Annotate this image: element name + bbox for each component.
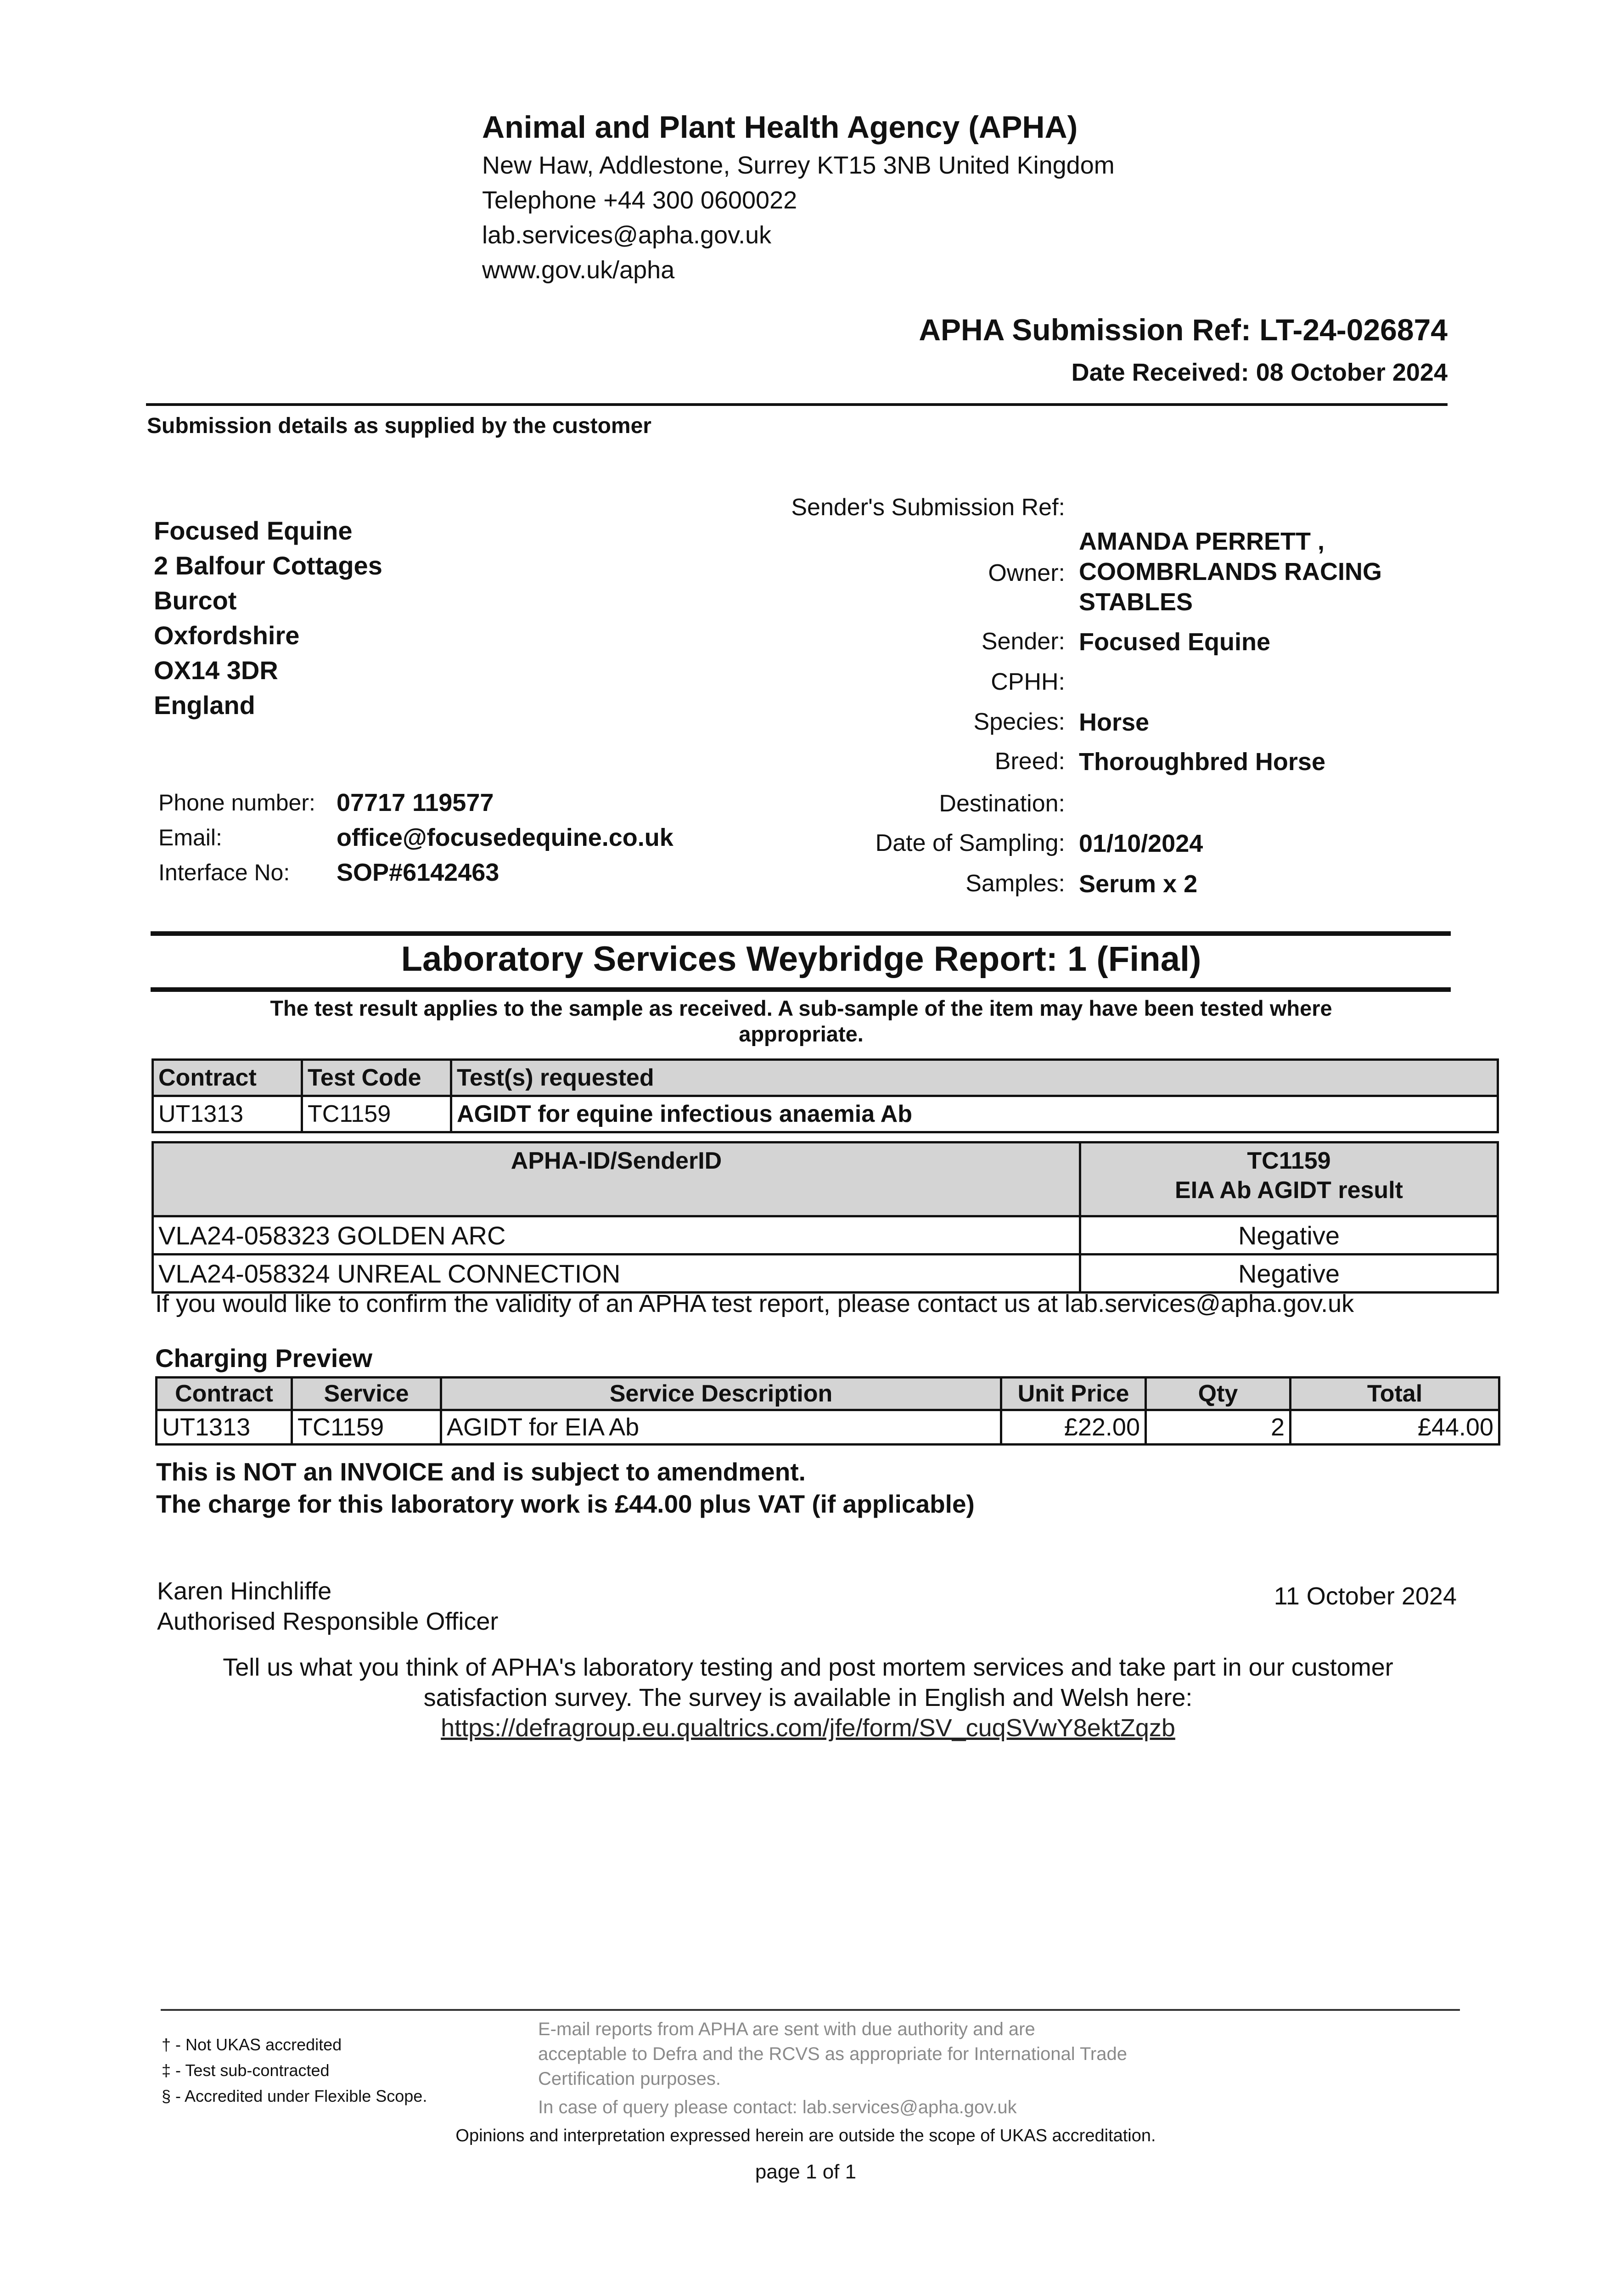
query-note: In case of query please contact: lab.services@apha.gov.uk [538,2097,1017,2117]
sample-id: VLA24-058324 UNREAL CONNECTION [153,1255,1080,1293]
report-title: Laboratory Services Weybridge Report: 1 (Final) [401,940,1201,979]
tests-cell-contract: UT1313 [153,1096,302,1132]
breed-label: Breed: [994,748,1065,775]
ukas-opinions-note: Opinions and interpretation expressed herein are outside the scope of UKAS accreditation. [455,2126,1156,2145]
owner-line: STABLES [1079,588,1193,616]
tests-row [153,1096,1498,1132]
results-row [153,1255,1498,1293]
charging-header: Unit Price [1001,1378,1146,1410]
sender-value: Focused Equine [1079,628,1271,656]
charging-header: Qty [1146,1378,1291,1410]
address-line: 2 Balfour Cottages [154,551,382,580]
charging-cell: AGIDT for EIA Ab [441,1410,1001,1445]
samples-label: Samples: [965,870,1065,897]
charging-heading: Charging Preview [155,1344,373,1373]
tests-header: Contract [153,1060,302,1096]
email-note-line: acceptable to Defra and the RCVS as appropriate for International Trade [538,2044,1127,2064]
officer-name: Karen Hinchliffe [157,1577,332,1605]
results-table [152,1141,1499,1294]
agency-address: New Haw, Addlestone, Surrey KT15 3NB United Kingdom [482,152,1115,179]
agency-website: www.gov.uk/apha [482,256,675,284]
address-line: England [154,691,255,720]
tests-header: Test(s) requested [451,1060,1498,1096]
legend-item: ‡ - Test sub-contracted [162,2061,330,2080]
tests-cell-description: AGIDT for equine infectious anaemia Ab [451,1096,1498,1132]
address-line: OX14 3DR [154,656,278,685]
applies-note [152,996,1451,1047]
email-note-line: E-mail reports from APHA are sent with due authority and are [538,2019,1035,2039]
address-line: Focused Equine [154,516,353,545]
report-rule-bottom [151,987,1451,992]
charging-cell: UT1313 [157,1410,292,1445]
charging-header: Service Description [441,1378,1001,1410]
tests-cell-code: TC1159 [302,1096,451,1132]
survey-note [152,1652,1465,1743]
charging-header: Total [1291,1378,1499,1410]
destination-label: Destination: [939,790,1065,817]
accreditation-legend [162,2032,427,2109]
applies-line: The test result applies to the sample as received. A sub-sample of the item may have been tested where [270,996,1332,1020]
result-header-name: EIA Ab AGIDT result [1175,1177,1403,1204]
results-header-row [153,1142,1498,1216]
owner-line: AMANDA PERRETT , [1079,528,1325,555]
interface-number: SOP#6142463 [337,859,500,886]
invoice-notice [156,1456,975,1520]
legend-item: § - Accredited under Flexible Scope. [162,2087,427,2105]
applies-line: appropriate. [739,1022,864,1046]
submission-ref: APHA Submission Ref: LT-24-026874 [919,313,1448,347]
email-label: Email: [158,825,222,850]
charging-row [157,1410,1499,1445]
submission-details-heading: Submission details as supplied by the customer [147,414,651,438]
legend-item: † - Not UKAS accredited [162,2035,342,2054]
charging-cell: £22.00 [1001,1410,1146,1445]
sender-label: Sender: [981,628,1065,655]
footer-divider [161,2009,1460,2011]
charging-cell: TC1159 [292,1410,441,1445]
customer-email: office@focusedequine.co.uk [337,824,673,851]
sampling-value: 01/10/2024 [1079,830,1203,857]
sampling-label: Date of Sampling: [875,830,1065,856]
header-divider [146,403,1448,406]
interface-label: Interface No: [158,860,290,885]
address-line: Oxfordshire [154,621,300,650]
owner-label: Owner: [988,560,1065,586]
address-line: Burcot [154,586,237,615]
agency-name: Animal and Plant Health Agency (APHA) [482,110,1078,145]
charging-header: Service [292,1378,441,1410]
email-note-line: Certification purposes. [538,2069,721,2089]
customer-contact [158,785,673,890]
survey-line: Tell us what you think of APHA's laboratory testing and post mortem services and take part in our customer [223,1654,1393,1681]
charging-table [155,1376,1500,1446]
results-result-header [1080,1142,1498,1216]
senders-ref-label: Sender's Submission Ref: [791,494,1065,521]
survey-link[interactable]: https://defragroup.eu.qualtrics.com/jfe/form/SV_cuqSVwY8ektZqzb [441,1714,1175,1742]
survey-line: satisfaction survey. The survey is available in English and Welsh here: [423,1684,1193,1711]
report-rule-top [151,931,1451,936]
charging-cell: 2 [1146,1410,1291,1445]
officer-title: Authorised Responsible Officer [157,1608,499,1635]
cphh-label: CPHH: [991,669,1065,695]
signoff [157,1576,498,1637]
charge-statement: The charge for this laboratory work is £44.00 plus VAT (if applicable) [156,1490,975,1518]
sample-result: Negative [1080,1216,1498,1255]
owner-line: COOMBRLANDS RACING [1079,558,1382,585]
signoff-date: 11 October 2024 [1274,1582,1457,1610]
charging-cell: £44.00 [1291,1410,1499,1445]
agency-email: lab.services@apha.gov.uk [482,221,772,249]
not-invoice-line: This is NOT an INVOICE and is subject to amendment. [156,1458,806,1486]
breed-value: Thoroughbred Horse [1079,748,1325,776]
results-id-header: APHA-ID/SenderID [153,1142,1080,1216]
page-number: page 1 of 1 [755,2161,857,2183]
tests-header: Test Code [302,1060,451,1096]
sample-id: VLA24-058323 GOLDEN ARC [153,1216,1080,1255]
results-row [153,1216,1498,1255]
result-header-code: TC1159 [1247,1148,1331,1174]
phone-number: 07717 119577 [337,789,494,816]
validity-note: If you would like to confirm the validity of an APHA test report, please contact us at lab.services@apha.gov.uk [155,1290,1354,1317]
charging-header-row [157,1378,1499,1410]
tests-table [152,1058,1499,1133]
date-received: Date Received: 08 October 2024 [1071,359,1448,386]
samples-value: Serum x 2 [1079,870,1198,898]
tests-header-row [153,1060,1498,1096]
charging-header: Contract [157,1378,292,1410]
email-authority-note [538,2017,1273,2120]
phone-label: Phone number: [158,790,315,816]
agency-telephone: Telephone +44 300 0600022 [482,186,797,214]
species-value: Horse [1079,709,1150,736]
customer-address [154,513,382,723]
sample-result: Negative [1080,1255,1498,1293]
species-label: Species: [973,709,1065,735]
